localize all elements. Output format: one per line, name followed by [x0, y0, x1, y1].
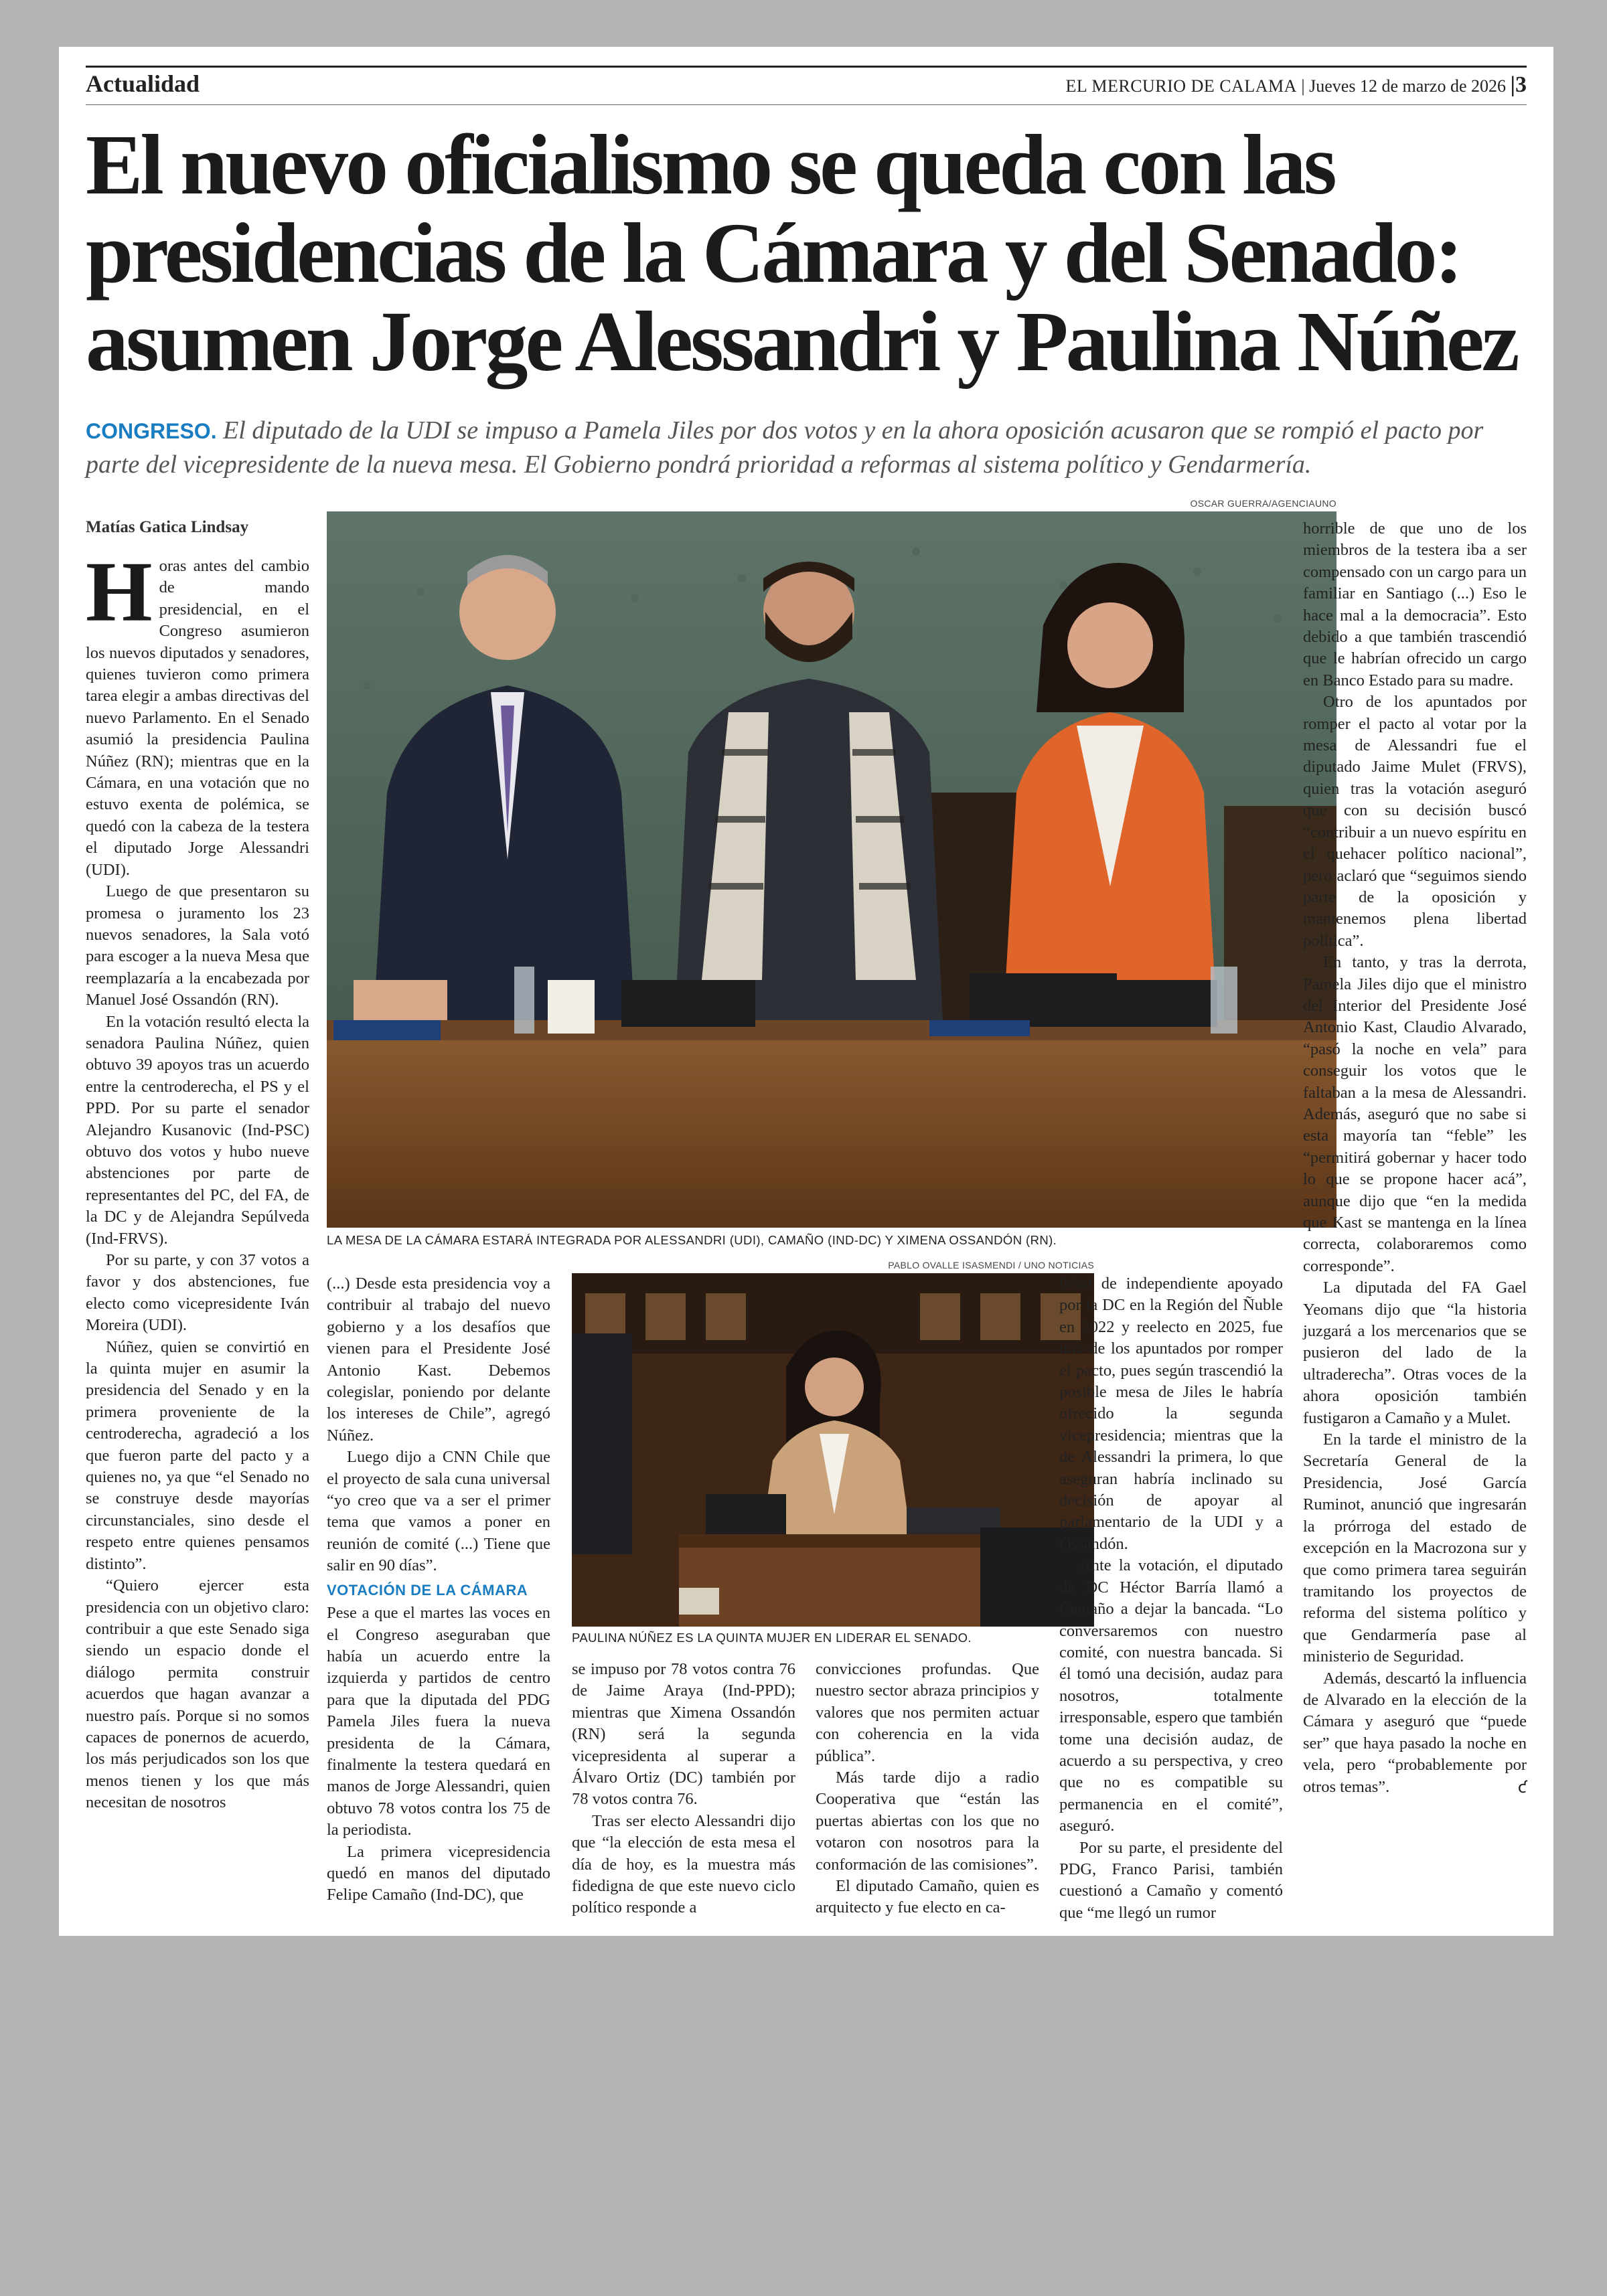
deck-text: El diputado de la UDI se impuso a Pamela Jiles por dos votos y en la ahora oposición acusaron que se rompió el pacto por parte del vicepresidente de la nueva mesa. El Gobierno pondrá prioridad a reformas al sistema político y Gendarmería. [86, 416, 1484, 479]
paragraph [1303, 1668, 1527, 1798]
issue-date: Jueves 12 de marzo de 2026 [1309, 76, 1506, 96]
deck-kicker: CONGRESO. [86, 419, 217, 443]
page-header-info [1066, 72, 1527, 98]
paragraph: Luego dijo a CNN Chile que el proyecto de sala cuna universal “yo creo que va a ser el primer tema que vamos a poner en reunión de comité (...) Tiene que salir en 90 días”. [327, 1448, 550, 1575]
paragraph: horrible de que uno de los miembros de la testera iba a ser compensado con un cargo para un familiar en Santiago (...) Eso le hace mal a la democracia”. Esto debido a que también trascendió que le habrían ofrecido un cargo en Banco Estado para su madre. [1303, 519, 1527, 689]
header-separator: | [1301, 76, 1305, 96]
paragraph: Ante la votación, el diputado de DC Héctor Barría llamó a Camaño a dejar la bancada. “Lo conversaremos con nuestro comité, con nuestra bancada. Si él tomó una decisión, audaz para nosotros, totalmente irresponsable, espero que también tome una decisión audaz, de acuerdo a su perspectiva, y creo que no es compatible su permanencia en el comité”, aseguró. [1059, 1556, 1283, 1835]
byline: Matías Gatica Lindsay [86, 518, 249, 536]
second-photo-caption: PAULINA NÚÑEZ ES LA QUINTA MUJER EN LIDERAR EL SENADO. [572, 1631, 972, 1645]
headline-line-1: El nuevo oficialismo se queda con las [86, 117, 1334, 212]
paragraph: La primera vicepresidencia quedó en manos del diputado Felipe Camaño (Ind-DC), que [327, 1842, 550, 1904]
page-number: 3 [1515, 72, 1527, 97]
article-column-4 [816, 1659, 1039, 1917]
paragraph: lidad de independiente apoyado por la DC en la Región del Ñuble en 2022 y reelecto en 2025, fue uno de los apuntados por romper el pacto, pues según trascendió la posible mesa de Jiles le habría ofrecido la segunda vicepresidencia; mientras que la de Alessandri la primera, lo que aseguran habría inclinado su decisión de apoyar al parlamentario de la UDI y a Ossandón. [1059, 1275, 1283, 1553]
paragraph: Por su parte, el presidente del PDG, Franco Parisi, también cuestionó a Camaño y comentó que “me llegó un rumor [1059, 1838, 1283, 1922]
headline-line-3: asumen Jorge Alessandri y Paulina Núñez [86, 294, 1517, 389]
paragraph: Tras ser electo Alessandri dijo que “la elección de esta mesa el día de hoy, es la muestra más fidedigna de que este nuevo ciclo político responde a [572, 1811, 795, 1917]
header-thin-rule [86, 104, 1527, 105]
paragraph: (...) Desde esta presidencia voy a contribuir al trabajo del nuevo gobierno y a los desafíos que vienen para el Presidente José Antonio Kast. Debemos colegislar, poniendo por delante los intereses de Chile”, agregó Núñez. [327, 1275, 550, 1445]
paragraph: “Quiero ejercer esta presidencia con un objetivo claro: contribuir a que este Senado siga siendo un espacio donde el diálogo permita construir acuerdos que hagan avanzar a nuestro país. Porque si no somos capaces de ponernos de acuerdo, los más perjudicados son los que menos tienen y los que más necesitan de nosotros [86, 1576, 309, 1812]
paragraph: El diputado Camaño, quien es arquitecto y fue electo en ca- [816, 1877, 1039, 1917]
paragraph: En la tarde el ministro de la Secretaría General de la Presidencia, José García Ruminot, anunció que ingresarán la prórroga del estado de excepción en la Macrozona sur y que como primera tarea seguirán tramitando los proyectos de reforma del sistema político y que Gendarmería pase al ministerio de Seguridad. [1303, 1430, 1527, 1666]
paragraph: Núñez, quien se convirtió en la quinta mujer en asumir la presidencia del Senado y en la primera proveniente de la centroderecha, agradeció a los que fueron parte del pacto y a quienes no, ya que “el Senado no se construye desde mayorías circunstanciales, sino desde el respeto entre quienes pensamos distinto”. [86, 1337, 309, 1573]
main-photo [327, 511, 1336, 1228]
article-column-3 [572, 1659, 795, 1917]
paragraph: Más tarde dijo a radio Cooperativa que “están las puertas abiertas con los que no votaron con nosotros para la conformación de las comisiones”. [816, 1769, 1039, 1874]
newspaper-page [59, 47, 1553, 1936]
end-mark-icon: ƈ [1517, 1777, 1527, 1797]
page-separator: | [1510, 72, 1515, 97]
paragraph: La diputada del FA Gael Yeomans dijo que “la historia juzgará a los mercenarios que se pusieron del lado de la ultraderecha”. Otras voces de la ahora oposición también fustigaron a Camaño y a Mulet. [1303, 1279, 1527, 1427]
paragraph: Por su parte, y con 37 votos a favor y dos abstenciones, fue electo como vicepresidente Iván Moreira (UDI). [86, 1251, 309, 1335]
second-photo-image [572, 1273, 1094, 1627]
subhead: VOTACIÓN DE LA CÁMARA [327, 1581, 528, 1598]
headline-line-2: presidencias de la Cámara y del Senado: [86, 206, 1461, 301]
paragraph: Otro de los apuntados por romper el pacto al votar por la mesa de Alessandri fue el diputado Jaime Mulet (FRVS), quien tras la votación aseguró que con su decisión buscó “contribuir a un nuevo espíritu en el quehacer político nacional”, pero aclaró que “seguimos siendo parte de la oposición y mantenemos plena libertad política”. [1303, 693, 1527, 950]
article-column-1 [86, 544, 309, 1910]
article-column-5 [1059, 1273, 1283, 1922]
paragraph: Luego de que presentaron su promesa o juramento los 23 nuevos senadores, la Sala votó para escoger a la nueva Mesa que reemplazaría a la encabezada por Manuel José Ossandón (RN). [86, 882, 309, 1009]
second-photo [572, 1273, 1094, 1627]
second-photo-credit: PABLO OVALLE ISASMENDI / UNO NOTICIAS [888, 1260, 1094, 1270]
paragraph: oras antes del cambio de mando presidencial, en el Congreso asumieron los nuevos diputados y senadores, quienes tuvieron como primera tarea elegir a ambas directivas del nuevo Parlamento. En el Senado asumió la presidencia Paulina Núñez (RN); mientras que en la Cámara, en una votación que no estuvo exenta de polémica, se quedó con la cabeza de la testera el diputado Jorge Alessandri (UDI). [86, 557, 309, 879]
paragraph: se impuso por 78 votos contra 76 de Jaime Araya (Ind-PPD); mientras que Ximena Ossandón (RN) será la segunda vicepresidenta al superar a Álvaro Ortiz (DC) también por 78 votos contra 76. [572, 1660, 795, 1809]
paragraph: En la votación resultó electa la senadora Paulina Núñez, quien obtuvo 39 apoyos tras un acuerdo entre la centroderecha, el PS y el PPD. Por su parte el senador Alejandro Kusanovic (Ind-PSC) obtuvo dos votos y hubo nueve abstenciones por parte de representantes del PC, del FA, de la DC y de Alejandra Sepúlveda (Ind-FRVS). [86, 1012, 309, 1248]
main-photo-image [327, 511, 1336, 1228]
deck [86, 414, 1532, 481]
article-column-6 [1303, 518, 1527, 1910]
section-name: Actualidad [86, 70, 200, 97]
paragraph: Pese a que el martes las voces en el Congreso aseguraban que había un acuerdo entre la izquierda y partidos de centro para que la diputada del PDG Pamela Jiles fuera la nueva presidenta de la Cámara, finalmente la testera quedará en manos de Jorge Alessandri, quien obtuvo 78 votos contra los 75 de la periodista. [327, 1604, 550, 1839]
dropcap: H [86, 544, 153, 639]
main-photo-credit: OSCAR GUERRA/AGENCIAUNO [1190, 498, 1336, 509]
newspaper-name: EL MERCURIO DE CALAMA [1065, 76, 1297, 96]
headline [86, 117, 1532, 389]
main-photo-caption: LA MESA DE LA CÁMARA ESTARÁ INTEGRADA POR ALESSANDRI (UDI), CAMAÑO (IND-DC) Y XIMENA OSSANDÓN (RN). [327, 1233, 1057, 1247]
article-column-2 [327, 1273, 550, 1910]
paragraph-text: Además, descartó la influencia de Alvarado en la elección de la Cámara y aseguró que “puede ser” que haya pasado la noche en vela, pero “probablemente por otros temas”. [1303, 1669, 1527, 1796]
paragraph: convicciones profundas. Que nuestro sector abraza principios y valores que nos permiten actuar con coherencia en la vida pública”. [816, 1660, 1039, 1765]
paragraph: En tanto, y tras la derrota, Pamela Jiles dijo que el ministro del Interior del Presidente José Antonio Kast, Claudio Alvarado, “pasó la noche en vela” para conseguir los votos que le faltaban a la mesa de Alessandri. Además, aseguró que no sabe si esta mayoría tan “feble” les “permitirá gobernar y hacer todo lo que se propone hacer acá”, aunque dijo que “en la medida que Kast se mantenga en la línea correcta, colaboraremos como corresponde”. [1303, 953, 1527, 1275]
header-rule [86, 66, 1527, 68]
